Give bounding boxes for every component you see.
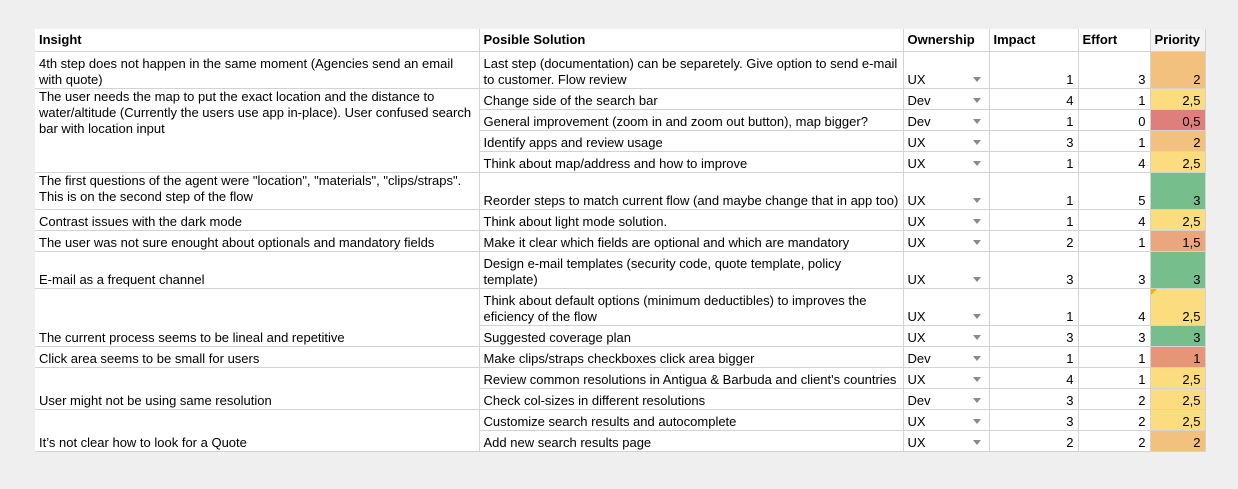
dropdown-arrow-icon[interactable] <box>973 314 981 319</box>
ownership-dropdown[interactable] <box>903 325 989 346</box>
dropdown-arrow-icon[interactable] <box>973 161 981 166</box>
solution-cell[interactable]: Reorder steps to match current flow (and maybe change that in app too) <box>479 172 903 209</box>
table-row <box>35 209 1205 230</box>
ownership-dropdown[interactable] <box>903 288 989 325</box>
ownership-value: UX <box>907 213 926 229</box>
effort-cell[interactable]: 2 <box>1078 430 1150 451</box>
solution-cell[interactable]: Design e-mail templates (security code, quote template, policy template) <box>479 251 903 288</box>
solution-cell[interactable]: Think about light mode solution. <box>479 209 903 230</box>
dropdown-arrow-icon[interactable] <box>973 356 981 361</box>
dropdown-arrow-icon[interactable] <box>973 219 981 224</box>
insight-cell[interactable]: It’s not clear how to look for a Quote <box>35 409 479 451</box>
ownership-value: Dev <box>907 92 931 108</box>
effort-cell[interactable]: 3 <box>1078 51 1150 88</box>
dropdown-arrow-icon[interactable] <box>973 440 981 445</box>
header-effort[interactable]: Effort <box>1078 29 1150 51</box>
header-priority[interactable]: Priority <box>1150 29 1205 51</box>
priority-cell[interactable]: 2 <box>1150 51 1205 88</box>
table-row <box>35 88 1205 109</box>
impact-cell[interactable]: 1 <box>989 109 1078 130</box>
insight-cell[interactable]: The user was not sure enought about optionals and mandatory fields <box>35 230 479 251</box>
insight-cell[interactable]: The current process seems to be lineal and repetitive <box>35 288 479 346</box>
header-row <box>35 29 1205 51</box>
priority-cell[interactable]: 2,5 <box>1150 88 1205 109</box>
priority-cell[interactable]: 0,5 <box>1150 109 1205 130</box>
table-row <box>35 172 1205 209</box>
table-row <box>35 367 1205 388</box>
priority-cell[interactable]: 2,5 <box>1150 409 1205 430</box>
effort-cell[interactable]: 4 <box>1078 209 1150 230</box>
effort-cell[interactable]: 2 <box>1078 388 1150 409</box>
ownership-value: UX <box>907 308 926 324</box>
ownership-value: UX <box>907 371 926 387</box>
header-insight[interactable]: Insight <box>35 29 479 51</box>
dropdown-arrow-icon[interactable] <box>973 398 981 403</box>
priority-cell[interactable]: 2,5 <box>1150 367 1205 388</box>
priority-cell[interactable]: 2,5 <box>1150 209 1205 230</box>
effort-cell[interactable]: 4 <box>1078 288 1150 325</box>
ownership-dropdown[interactable] <box>903 230 989 251</box>
ownership-value: UX <box>907 192 926 208</box>
dropdown-arrow-icon[interactable] <box>973 335 981 340</box>
comment-marker-icon[interactable] <box>1151 289 1157 295</box>
table-row <box>35 51 1205 88</box>
effort-cell[interactable]: 5 <box>1078 172 1150 209</box>
solution-cell[interactable]: Change side of the search bar <box>479 88 903 109</box>
table-row <box>35 346 1205 367</box>
solution-cell[interactable]: Make clips/straps checkboxes click area bigger <box>479 346 903 367</box>
header-ownership[interactable]: Ownership <box>903 29 989 51</box>
ownership-dropdown[interactable] <box>903 409 989 430</box>
impact-cell[interactable]: 1 <box>989 151 1078 172</box>
dropdown-arrow-icon[interactable] <box>973 77 981 82</box>
priority-cell[interactable] <box>1150 288 1205 325</box>
impact-cell[interactable]: 1 <box>989 346 1078 367</box>
impact-cell[interactable]: 1 <box>989 172 1078 209</box>
priority-cell[interactable]: 2,5 <box>1150 151 1205 172</box>
priority-table <box>35 29 1206 452</box>
dropdown-arrow-icon[interactable] <box>973 98 981 103</box>
impact-cell[interactable]: 3 <box>989 325 1078 346</box>
insight-cell[interactable]: Contrast issues with the dark mode <box>35 209 479 230</box>
priority-cell[interactable]: 3 <box>1150 325 1205 346</box>
solution-cell[interactable]: Identify apps and review usage <box>479 130 903 151</box>
priority-cell[interactable]: 2,5 <box>1150 388 1205 409</box>
ownership-dropdown[interactable] <box>903 346 989 367</box>
effort-cell[interactable]: 4 <box>1078 151 1150 172</box>
ownership-dropdown[interactable] <box>903 130 989 151</box>
dropdown-arrow-icon[interactable] <box>973 377 981 382</box>
ownership-value: Dev <box>907 350 931 366</box>
effort-cell[interactable]: 3 <box>1078 251 1150 288</box>
priority-cell[interactable]: 2 <box>1150 430 1205 451</box>
ownership-value: UX <box>907 434 926 450</box>
impact-cell[interactable]: 1 <box>989 51 1078 88</box>
impact-cell[interactable]: 2 <box>989 430 1078 451</box>
effort-cell[interactable]: 1 <box>1078 367 1150 388</box>
insight-cell[interactable]: Click area seems to be small for users <box>35 346 479 367</box>
effort-cell[interactable]: 1 <box>1078 346 1150 367</box>
priority-cell[interactable]: 3 <box>1150 172 1205 209</box>
solution-cell[interactable]: Suggested coverage plan <box>479 325 903 346</box>
impact-cell[interactable]: 3 <box>989 251 1078 288</box>
dropdown-arrow-icon[interactable] <box>973 140 981 145</box>
ownership-value: Dev <box>907 113 931 129</box>
insight-cell[interactable]: 4th step does not happen in the same moment (Agencies send an email with quote) <box>35 51 479 88</box>
table-row <box>35 409 1205 430</box>
insight-cell[interactable]: The first questions of the agent were "location", "materials", "clips/straps". This is on the second step of the flow <box>35 172 479 209</box>
ownership-value: UX <box>907 155 926 171</box>
ownership-dropdown[interactable] <box>903 172 989 209</box>
impact-cell[interactable]: 3 <box>989 130 1078 151</box>
effort-cell[interactable]: 0 <box>1078 109 1150 130</box>
impact-cell[interactable]: 2 <box>989 230 1078 251</box>
dropdown-arrow-icon[interactable] <box>973 119 981 124</box>
insight-cell[interactable]: E-mail as a frequent channel <box>35 251 479 288</box>
solution-cell[interactable]: Review common resolutions in Antigua & Barbuda and client's countries <box>479 367 903 388</box>
dropdown-arrow-icon[interactable] <box>973 240 981 245</box>
priority-cell[interactable]: 1,5 <box>1150 230 1205 251</box>
impact-cell[interactable]: 3 <box>989 388 1078 409</box>
effort-cell[interactable]: 1 <box>1078 130 1150 151</box>
effort-cell[interactable]: 2 <box>1078 409 1150 430</box>
impact-cell[interactable]: 3 <box>989 409 1078 430</box>
insight-cell[interactable]: The user needs the map to put the exact location and the distance to water/altitude (Currently the users use app in-place). User confused search bar with location input <box>35 88 479 172</box>
ownership-dropdown[interactable] <box>903 367 989 388</box>
impact-cell[interactable]: 4 <box>989 367 1078 388</box>
solution-cell[interactable]: Last step (documentation) can be separetely. Give option to send e-mail to customer. Flow review <box>479 51 903 88</box>
ownership-dropdown[interactable] <box>903 51 989 88</box>
ownership-value: UX <box>907 413 926 429</box>
insight-cell[interactable]: User might not be using same resolution <box>35 367 479 409</box>
solution-cell[interactable]: Think about default options (minimum deductibles) to improves the eficiency of the flow <box>479 288 903 325</box>
ownership-dropdown[interactable] <box>903 209 989 230</box>
ownership-dropdown[interactable] <box>903 109 989 130</box>
impact-cell[interactable]: 4 <box>989 88 1078 109</box>
dropdown-arrow-icon[interactable] <box>973 198 981 203</box>
header-solution[interactable]: Posible Solution <box>479 29 903 51</box>
solution-cell[interactable]: Check col-sizes in different resolutions <box>479 388 903 409</box>
ownership-value: UX <box>907 71 926 87</box>
priority-cell[interactable]: 3 <box>1150 251 1205 288</box>
effort-cell[interactable]: 1 <box>1078 88 1150 109</box>
effort-cell[interactable]: 3 <box>1078 325 1150 346</box>
spreadsheet <box>35 29 1205 451</box>
effort-cell[interactable]: 1 <box>1078 230 1150 251</box>
ownership-dropdown[interactable] <box>903 88 989 109</box>
ownership-value: UX <box>907 234 926 250</box>
solution-cell[interactable]: Think about map/address and how to improve <box>479 151 903 172</box>
ownership-value: UX <box>907 271 926 287</box>
ownership-dropdown[interactable] <box>903 151 989 172</box>
ownership-dropdown[interactable] <box>903 388 989 409</box>
header-impact[interactable]: Impact <box>989 29 1078 51</box>
impact-cell[interactable]: 1 <box>989 209 1078 230</box>
table-row <box>35 288 1205 325</box>
ownership-dropdown[interactable] <box>903 251 989 288</box>
dropdown-arrow-icon[interactable] <box>973 419 981 424</box>
dropdown-arrow-icon[interactable] <box>973 277 981 282</box>
table-row <box>35 251 1205 288</box>
priority-value: 2,5 <box>1182 308 1201 324</box>
ownership-value: UX <box>907 329 926 345</box>
ownership-value: Dev <box>907 392 931 408</box>
priority-cell[interactable]: 1 <box>1150 346 1205 367</box>
impact-cell[interactable]: 1 <box>989 288 1078 325</box>
priority-cell[interactable]: 2 <box>1150 130 1205 151</box>
solution-cell[interactable]: General improvement (zoom in and zoom out button), map bigger? <box>479 109 903 130</box>
table-row <box>35 230 1205 251</box>
solution-cell[interactable]: Make it clear which fields are optional and which are mandatory <box>479 230 903 251</box>
solution-cell[interactable]: Add new search results page <box>479 430 903 451</box>
solution-cell[interactable]: Customize search results and autocomplete <box>479 409 903 430</box>
ownership-dropdown[interactable] <box>903 430 989 451</box>
ownership-value: UX <box>907 134 926 150</box>
